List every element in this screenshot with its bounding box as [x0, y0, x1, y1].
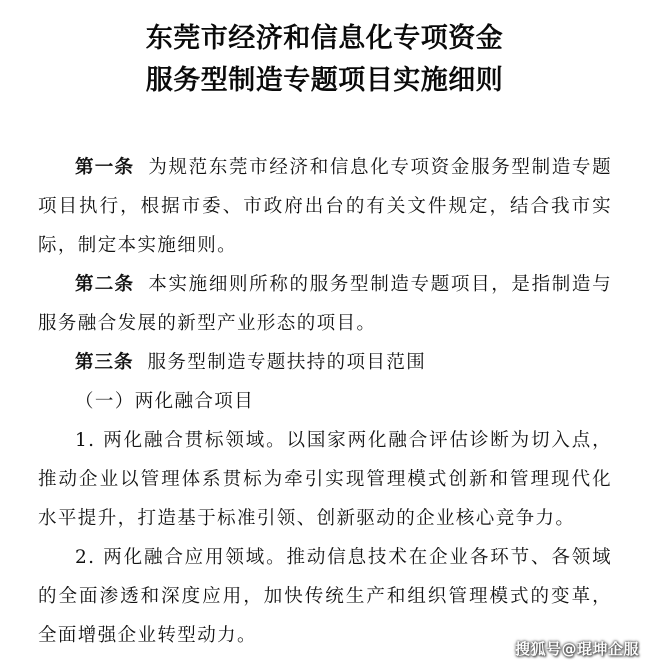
article-3-text: 服务型制造专题扶持的项目范围: [147, 352, 427, 373]
article-2: [38, 265, 612, 343]
article-2-text: 本实施细则所称的服务型制造专题项目，是指制造与服务融合发展的新型产业形态的项目。: [38, 274, 612, 334]
list-item-1: 1. 两化融合贯标领域。以国家两化融合评估诊断为切入点，推动企业以管理体系贯标为牵引实现管理模式创新和管理现代化水平提升，打造基于标准引领、创新驱动的企业核心竞争力。: [38, 430, 612, 529]
list-item-2: 2. 两化融合应用领域。推动信息技术在企业各环节、各领域的全面渗透和深度应用，加快传统生产和组织管理模式的变革，全面增强企业转型动力。: [38, 547, 612, 646]
subsection-1-heading: （一）两化融合项目: [75, 391, 255, 412]
article-1-text: 为规范东莞市经济和信息化专项资金服务型制造专题项目执行，根据市委、市政府出台的有关文件规定，结合我市实际，制定本实施细则。: [38, 157, 612, 256]
article-1: [38, 148, 612, 265]
document-body: [38, 148, 612, 655]
document-title-line-2: 服务型制造专题项目实施细则: [145, 65, 504, 96]
article-3: [38, 343, 612, 382]
article-3-heading: 第三条: [75, 352, 134, 373]
article-1-heading: 第一条: [75, 157, 135, 178]
article-2-heading: 第二条: [75, 274, 135, 295]
document-title-line-1: 东莞市经济和信息化专项资金: [145, 23, 504, 54]
source-watermark: 搜狐号@琨坤企服: [514, 640, 639, 658]
